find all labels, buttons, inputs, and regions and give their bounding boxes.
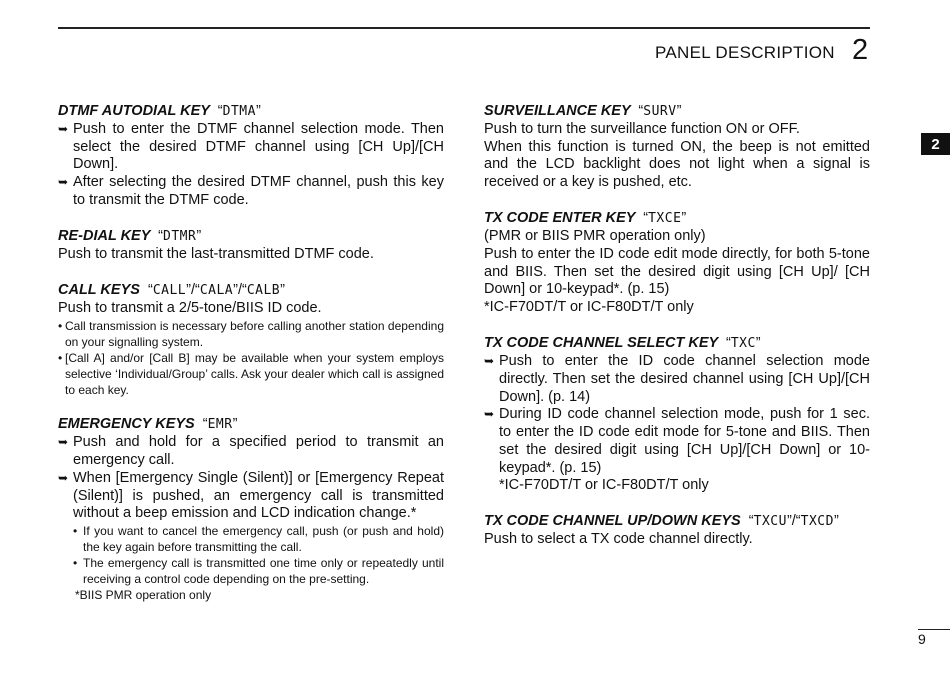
footnote: *BIIS PMR operation only [75, 587, 212, 602]
page-header-title: PANEL DESCRIPTION [655, 43, 835, 62]
page-number: 9 [918, 631, 926, 647]
bullet-item: • The emergency call is transmitted one time only or repeatedly until receiving a control code depending on the pre-setting. [73, 555, 444, 587]
key-code: CALA [199, 283, 234, 299]
section-txcode-updown [484, 512, 870, 549]
arrow-item: ➥ Push and hold for a specified period to transmit an emergency call. [58, 434, 444, 469]
body-text: When this function is turned ON, the beep is not emitted and the LCD backlight does not light when a signal is received or a key is pushed, etc. [484, 138, 870, 191]
section-txcode-select [484, 334, 870, 495]
section-heading: CALL KEYS “CALL”/“CALA”/“CALB” [58, 282, 285, 299]
key-code: TXCE [648, 211, 682, 227]
arrow-item: ➥ After selecting the desired DTMF channel, push this key to transmit the DTMF code. [58, 174, 444, 209]
footnote: *IC-F70DT/T or IC-F80DT/T only [499, 477, 709, 494]
section-heading: RE-DIAL KEY “DTMR” [58, 228, 202, 245]
section-txcode-enter [484, 209, 870, 317]
bullet-item: • Call transmission is necessary before calling another station depending on your signalling system. [58, 318, 444, 350]
key-code: CALL [152, 283, 187, 299]
chapter-side-tab: 2 [921, 133, 950, 155]
section-heading: DTMF AUTODIAL KEY “DTMA” [58, 103, 261, 119]
key-code: EMR [207, 417, 233, 433]
key-code: DTMR [163, 229, 197, 245]
body-text: Push to turn the surveillance function ON or OFF. [484, 121, 800, 137]
body-text: (PMR or BIIS PMR operation only) [484, 228, 706, 245]
body-text: Push to transmit a 2/5-tone/BIIS ID code. [58, 300, 322, 317]
left-column [58, 102, 444, 620]
key-code: DTMA [222, 104, 256, 119]
section-heading: SURVEILLANCE KEY “SURV” [484, 103, 682, 119]
body-text: Push to enter the ID code edit mode directly, for both 5-tone and BIIS. Then set the desired digit using [CH Up]/ [CH Down] or 10-keypad*. (p. 15) [484, 246, 870, 298]
bullet-item: • [Call A] and/or [Call B] may be available when your system employs selective ‘Individual/Group’ calls. Ask your dealer which call is assigned to each key. [58, 350, 444, 398]
section-redial [58, 227, 444, 264]
arrow-item: ➥ During ID code channel selection mode, push for 1 sec. to enter the ID code edit mode for 5-tone and BIIS. Then set the desired digit using [CH Up]/[CH Down] or 10-keypad*. (p. 15) [484, 406, 870, 477]
key-code: CALB [246, 283, 281, 299]
key-code: TXC [730, 336, 756, 352]
arrow-item: ➥ Push to enter the ID code channel selection mode directly. Then set the desired channel using [CH Up]/[CH Down]. (p. 14) [484, 353, 870, 406]
body-text: Push to transmit the last-transmitted DTMF code. [58, 246, 374, 263]
section-surveillance [484, 102, 870, 192]
arrow-item: ➥ When [Emergency Single (Silent)] or [Emergency Repeat (Silent)] is pushed, an emergency call is transmitted without a beep emission and LCD indication change.* [58, 470, 444, 523]
arrow-item: ➥ Push to enter the DTMF channel selection mode. Then select the desired DTMF channel using [CH Up]/[CH Down]. [58, 121, 444, 174]
bullet-item: • If you want to cancel the emergency call, push (or push and hold) the key again before transmitting the call. [73, 523, 444, 555]
key-code: SURV [643, 104, 677, 119]
body-text: Push to select a TX code channel directly. [484, 531, 753, 548]
section-heading: TX CODE CHANNEL UP/DOWN KEYS “TXCU”/“TXCD” [484, 513, 839, 530]
section-heading: TX CODE ENTER KEY “TXCE” [484, 210, 687, 227]
section-dtmf-autodial [58, 102, 444, 210]
right-column [484, 102, 870, 567]
chapter-number: 2 [852, 34, 869, 66]
key-code: TXCU [753, 514, 787, 530]
footnote: *IC-F70DT/T or IC-F80DT/T only [484, 299, 694, 316]
section-call-keys [58, 281, 444, 398]
section-heading: TX CODE CHANNEL SELECT KEY “TXC” [484, 335, 761, 352]
section-heading: EMERGENCY KEYS “EMR” [58, 416, 238, 433]
section-emergency [58, 415, 444, 603]
key-code: TXCD [800, 514, 834, 530]
top-rule [58, 27, 870, 29]
bottom-rule [918, 629, 950, 630]
